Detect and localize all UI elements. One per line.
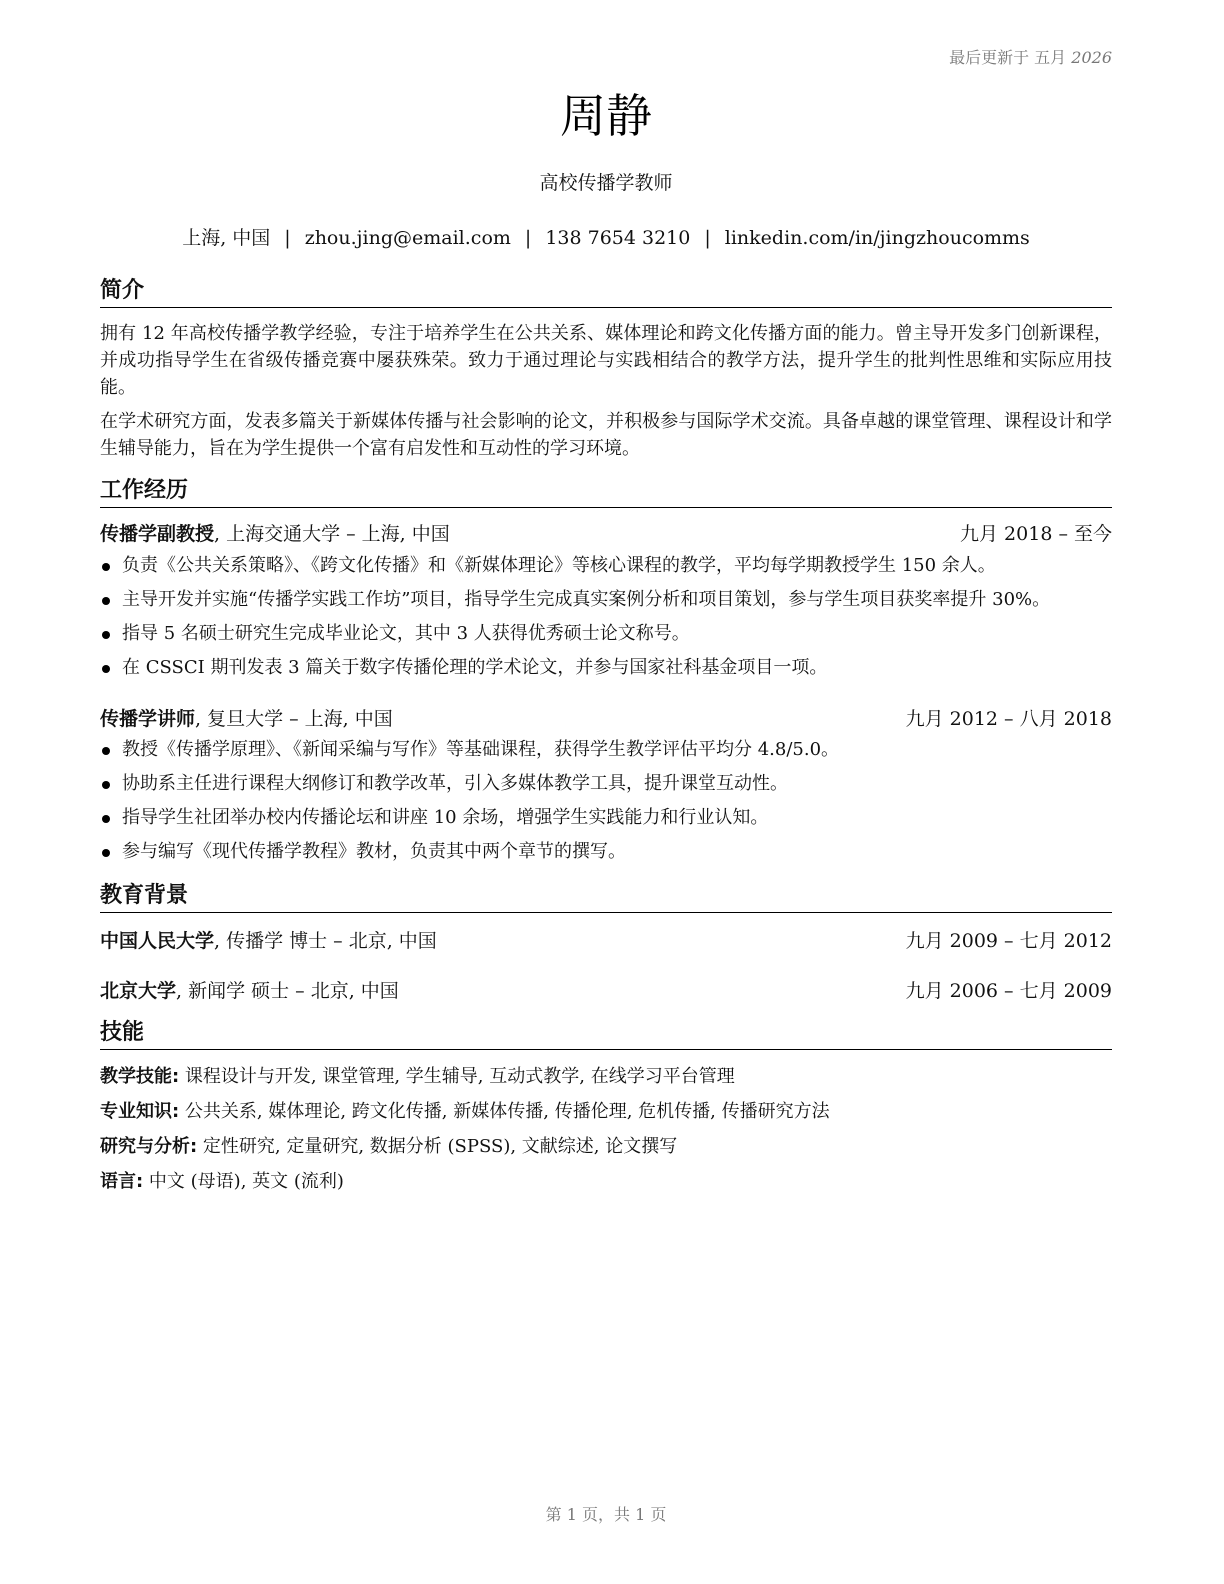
skill-category: 研究与分析: [100,1136,198,1157]
bullet-text: 协助系主任进行课程大纲修订和教学改革，引入多媒体教学工具，提升课堂互动性。 [122,773,788,794]
summary-paragraph: 拥有 12 年高校传播学教学经验，专注于培养学生在公共关系、媒体理论和跨文化传播方面的能力。曾主导开发多门创新课程，并成功指导学生在省级传播竞赛中屡获殊荣。致力于通过理论与实践相结合的教学方法，提升学生的批判性思维和实际应用技能。 [100,323,1112,398]
skill-values: 课程设计与开发, 课堂管理, 学生辅导, 互动式教学, 在线学习平台管理 [179,1066,735,1087]
last-updated-year: 2026 [1071,48,1112,67]
skill-values: 中文 (母语), 英文 (流利) [143,1171,344,1192]
last-updated-month: 五月 [1034,48,1067,67]
list-item [100,801,1112,835]
skill-values: 定性研究, 定量研究, 数据分析 (SPSS), 文献综述, 论文撰写 [197,1136,678,1157]
education-degree [100,928,437,954]
education-dates: 九月 2009 – 七月 2012 [905,930,1112,952]
contact-email[interactable]: zhou.jing@email.com [304,227,511,249]
list-item [100,651,1112,685]
section-title-summary: 简介 [100,277,1112,308]
bullet-text: 参与编写《现代传播学教程》教材，负责其中两个章节的撰写。 [122,841,626,862]
bullet-icon [102,563,110,571]
contact-separator: | [284,227,291,249]
job-employer: , 复旦大学 – 上海, 中国 [195,708,393,730]
job-header [100,521,1112,547]
last-updated-label: 最后更新于 [949,48,1030,67]
resume-page [100,0,1112,1584]
bullet-icon [102,747,110,755]
section-title-education: 教育背景 [100,882,1112,913]
job-bullets [100,549,1112,685]
contact-location: 上海, 中国 [182,227,271,249]
job-position [100,521,450,547]
job-position [100,706,393,732]
bullet-text: 教授《传播学原理》、《新闻采编与写作》等基础课程，获得学生教学评估平均分 4.8/5.0。 [122,739,840,760]
bullet-text: 主导开发并实施“传播学实践工作坊”项目，指导学生完成真实案例分析和项目策划，参与学生项目获奖率提升 30%。 [122,589,1051,610]
skill-line [100,1064,1112,1090]
bullet-icon [102,781,110,789]
bullet-text: 在 CSSCI 期刊发表 3 篇关于数字传播伦理的学术论文，并参与国家社科基金项目一项。 [122,657,828,678]
section-title-skills: 技能 [100,1019,1112,1050]
summary-paragraph: 在学术研究方面，发表多篇关于新媒体传播与社会影响的论文，并积极参与国际学术交流。具备卓越的课堂管理、课程设计和学生辅导能力，旨在为学生提供一个富有启发性和互动性的学习环境。 [100,411,1112,459]
education-school: 北京大学 [100,980,177,1002]
job-title: 传播学讲师 [100,708,196,730]
contact-separator: | [524,227,532,249]
education-entry [100,928,1112,954]
education-dates: 九月 2006 – 七月 2009 [905,980,1112,1002]
list-item [100,583,1112,617]
list-item [100,767,1112,801]
contact-phone: 138 7654 3210 [545,227,691,249]
bullet-icon [102,631,110,639]
contact-line [100,225,1112,251]
list-item [100,549,1112,583]
job-dates: 九月 2012 – 八月 2018 [905,708,1112,730]
bullet-icon [102,815,110,823]
skill-category: 专业知识: [100,1101,180,1122]
list-item [100,733,1112,767]
job-title: 传播学副教授 [100,523,215,545]
skill-values: 公共关系, 媒体理论, 跨文化传播, 新媒体传播, 传播伦理, 危机传播, 传播研究方法 [179,1101,830,1122]
list-item [100,835,1112,869]
bullet-icon [102,849,110,857]
education-entry [100,978,1112,1004]
last-updated [949,45,1112,68]
contact-linkedin-link[interactable]: linkedin.com/in/jingzhoucomms [724,227,1030,249]
skill-line [100,1099,1112,1125]
skill-line [100,1134,1112,1160]
candidate-headline: 高校传播学教师 [539,172,673,194]
education-detail: , 传播学 博士 – 北京, 中国 [214,930,437,952]
bullet-icon [102,597,110,605]
skill-category: 教学技能: [100,1066,180,1087]
list-item [100,617,1112,651]
job-header [100,706,1112,732]
education-school: 中国人民大学 [100,930,215,952]
job-bullets [100,733,1112,869]
job-dates: 九月 2018 – 至今 [960,523,1112,545]
bullet-text: 指导学生社团举办校内传播论坛和讲座 10 余场，增强学生实践能力和行业认知。 [122,807,769,828]
skill-line [100,1169,1112,1195]
contact-separator: | [704,227,711,249]
education-detail: , 新闻学 硕士 – 北京, 中国 [176,980,399,1002]
section-title-experience: 工作经历 [100,477,1112,508]
education-degree [100,978,399,1004]
skill-category: 语言: [100,1171,144,1192]
bullet-text: 负责《公共关系策略》、《跨文化传播》和《新媒体理论》等核心课程的教学，平均每学期教授学生 150 余人。 [122,555,996,576]
bullet-icon [102,665,110,673]
bullet-text: 指导 5 名硕士研究生完成毕业论文，其中 3 人获得优秀硕士论文称号。 [122,623,690,644]
candidate-name: 周静 [560,89,652,143]
page-footer: 第 1 页，共 1 页 [545,1505,667,1524]
job-employer: , 上海交通大学 – 上海, 中国 [214,523,450,545]
